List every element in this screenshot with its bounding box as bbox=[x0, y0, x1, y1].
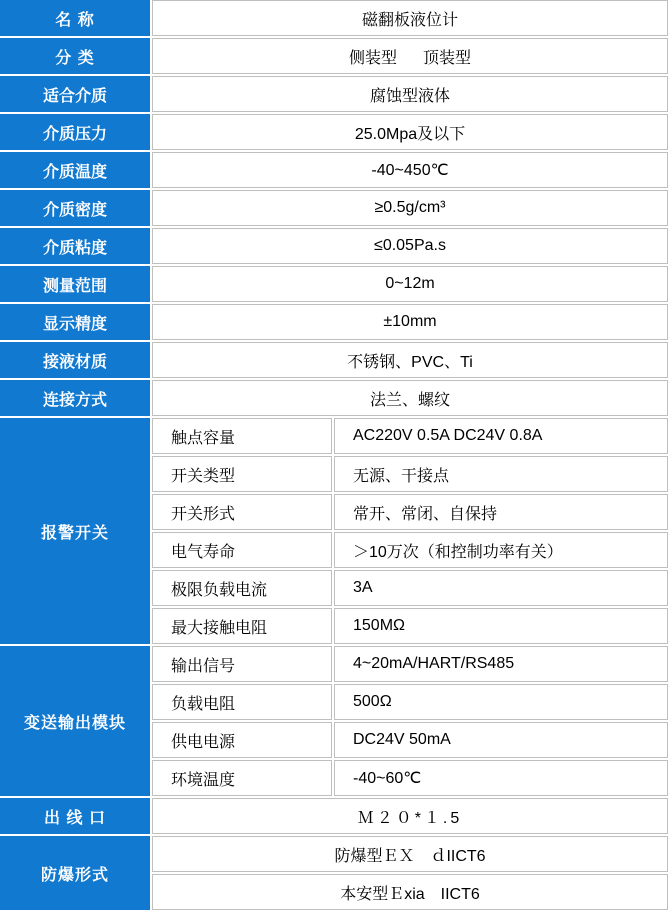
spec-row-label: 介质粘度 bbox=[0, 228, 150, 264]
spec-row-label: 介质压力 bbox=[0, 114, 150, 150]
spec-group-rows bbox=[152, 646, 668, 796]
spec-row bbox=[0, 380, 668, 416]
spec-row-label: 适合介质 bbox=[0, 76, 150, 112]
spec-row bbox=[0, 76, 668, 112]
spec-subrow-label: 触点容量 bbox=[152, 418, 332, 454]
spec-subrow-label: 极限负载电流 bbox=[152, 570, 332, 606]
outlet-row-label: 出 线 口 bbox=[0, 798, 150, 834]
spec-subrow-value: DC24V 50mA bbox=[334, 722, 668, 758]
spec-row-label: 名 称 bbox=[0, 0, 150, 36]
spec-subrow-value: 无源、干接点 bbox=[334, 456, 668, 492]
spec-subrow-label: 输出信号 bbox=[152, 646, 332, 682]
spec-row-label: 连接方式 bbox=[0, 380, 150, 416]
spec-subrow bbox=[152, 760, 668, 796]
spec-subrow-value: 500Ω bbox=[334, 684, 668, 720]
spec-subrow bbox=[152, 608, 668, 644]
spec-row bbox=[0, 266, 668, 302]
explosion-row: 防爆型ＥＸ ｄIICT6 bbox=[152, 836, 668, 872]
spec-subrow-label: 供电电源 bbox=[152, 722, 332, 758]
spec-row-value bbox=[152, 38, 668, 74]
spec-row-value: 法兰、螺纹 bbox=[152, 380, 668, 416]
outlet-row bbox=[0, 798, 668, 834]
spec-row bbox=[0, 114, 668, 150]
spec-group-label: 变送输出模块 bbox=[0, 646, 150, 796]
explosion-group-rows bbox=[152, 836, 668, 910]
spec-row bbox=[0, 342, 668, 378]
spec-row-value: ≤0.05Pa.s bbox=[152, 228, 668, 264]
spec-group bbox=[0, 418, 668, 644]
spec-row bbox=[0, 0, 668, 36]
spec-subrow bbox=[152, 418, 668, 454]
spec-row-value: 25.0Mpa及以下 bbox=[152, 114, 668, 150]
spec-subrow bbox=[152, 494, 668, 530]
spec-subrow-label: 电气寿命 bbox=[152, 532, 332, 568]
spec-row-value: 磁翻板液位计 bbox=[152, 0, 668, 36]
spec-row-value: 0~12m bbox=[152, 266, 668, 302]
spec-subrow-value: 150MΩ bbox=[334, 608, 668, 644]
spec-row-label: 显示精度 bbox=[0, 304, 150, 340]
explosion-row: 本安型Ｅxia IICT6 bbox=[152, 874, 668, 910]
spec-row-label: 测量范围 bbox=[0, 266, 150, 302]
explosion-group bbox=[0, 836, 668, 910]
spec-row bbox=[0, 38, 668, 74]
spec-subrow-label: 开关形式 bbox=[152, 494, 332, 530]
spec-subrow-value: -40~60℃ bbox=[334, 760, 668, 796]
spec-subrow bbox=[152, 456, 668, 492]
spec-group bbox=[0, 646, 668, 796]
spec-row-label: 介质温度 bbox=[0, 152, 150, 188]
spec-subrow-label: 负载电阻 bbox=[152, 684, 332, 720]
spec-group-label: 报警开关 bbox=[0, 418, 150, 644]
spec-row-label: 接液材质 bbox=[0, 342, 150, 378]
spec-row-value: 腐蚀型液体 bbox=[152, 76, 668, 112]
spec-subrow bbox=[152, 532, 668, 568]
spec-row-value: 不锈钢、PVC、Ti bbox=[152, 342, 668, 378]
spec-subrow-value: 常开、常闭、自保持 bbox=[334, 494, 668, 530]
spec-subrow bbox=[152, 684, 668, 720]
spec-row bbox=[0, 304, 668, 340]
spec-row-value-part: 顶装型 bbox=[423, 49, 472, 67]
spec-subrow-label: 开关类型 bbox=[152, 456, 332, 492]
spec-subrow bbox=[152, 646, 668, 682]
spec-row-value: ≥0.5g/cm³ bbox=[152, 190, 668, 226]
spec-subrow-value: ＞10万次（和控制功率有关） bbox=[334, 532, 668, 568]
outlet-row-value: Ｍ２０*１.5 bbox=[152, 798, 668, 834]
spec-row bbox=[0, 152, 668, 188]
spec-row-value: ±10mm bbox=[152, 304, 668, 340]
spec-row-value: -40~450℃ bbox=[152, 152, 668, 188]
explosion-group-label: 防爆形式 bbox=[0, 836, 150, 910]
spec-subrow bbox=[152, 570, 668, 606]
spec-row-value-part: 侧装型 bbox=[348, 49, 397, 67]
spec-row bbox=[0, 190, 668, 226]
spec-row-label: 分 类 bbox=[0, 38, 150, 74]
spec-subrow-value: 4~20mA/HART/RS485 bbox=[334, 646, 668, 682]
spec-subrow-value: 3A bbox=[334, 570, 668, 606]
spec-row bbox=[0, 228, 668, 264]
spec-subrow-value: AC220V 0.5A DC24V 0.8A bbox=[334, 418, 668, 454]
spec-row-label: 介质密度 bbox=[0, 190, 150, 226]
spec-group-rows bbox=[152, 418, 668, 644]
spec-subrow bbox=[152, 722, 668, 758]
spec-subrow-label: 最大接触电阻 bbox=[152, 608, 332, 644]
spec-subrow-label: 环境温度 bbox=[152, 760, 332, 796]
